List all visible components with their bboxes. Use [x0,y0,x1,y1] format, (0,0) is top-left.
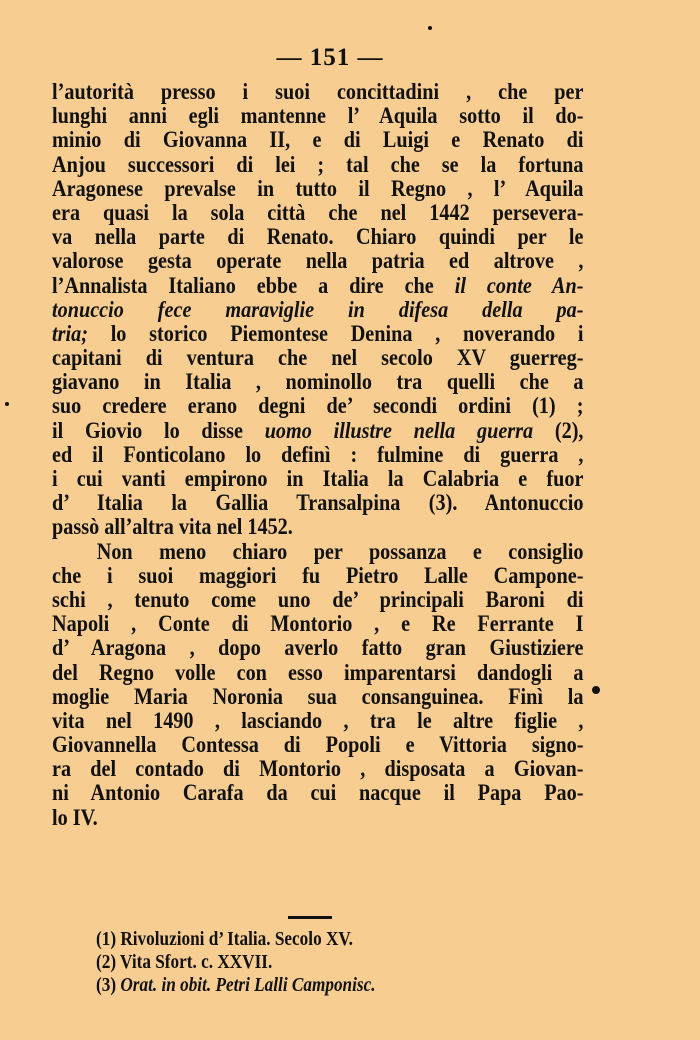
footnote-2: (2) Vita Sfort. c. XXVII. [96,951,273,973]
footnote-3-text: Orat. in obit. Petri Lalli Camponisc. [120,974,376,996]
text-line: Aragonese prevalse in tutto il Regno , l’ Aquila [52,175,584,202]
text-line: ra del contado di Montorio , disposata a Giovan- [52,756,584,783]
text-line [52,322,583,346]
text-line: Anjou successori di lei ; tal che se la fortuna [52,151,584,178]
text-line: schi , tenuto come uno de’ principali Baroni di [52,586,584,613]
text-line: ed il Fonticolano lo definì : fulmine di guerra , [52,441,584,468]
text-segment: lo storico Piemontese Denina , noverando i [110,320,584,347]
footnote-3-number: (3) [96,974,117,996]
text-line: che i suoi maggiori fu Pietro Lalle Campone- [52,562,584,589]
text-line: lo IV. [52,804,98,831]
text-line: ni Antonio Carafa da cui nacque il Papa Pao- [52,780,584,807]
text-line: l’autorità presso i suoi concittadini , che per [52,79,584,105]
text-line: d’ Italia la Gallia Transalpina (3). Antonuccio [52,490,584,517]
text-segment: il Giovio lo disse [52,417,243,444]
footnote-ref: (2), [554,417,584,444]
text-line [52,274,583,298]
main-text [52,79,584,831]
text-line: va nella parte di Renato. Chiaro quindi per le [52,224,584,251]
text-line: Giovannella Contessa di Popoli e Vittoria signo- [52,732,584,759]
text-line: valorose gesta operate nella patria ed altrove , [52,248,584,275]
text-line: Napoli , Conte di Montorio , e Re Ferrante I [52,611,584,638]
italic-quote: uomo illustre nella guerra [264,417,534,444]
footnotes [96,928,492,997]
text-line [52,419,583,443]
text-line: capitani di ventura che nel secolo XV guerreg- [52,345,584,372]
footnote-3 [96,974,492,997]
ink-speck [592,686,600,694]
text-line: passò all’altra vita nel 1452. [52,514,293,541]
text-line: minio di Giovanna II, e di Luigi e Renato di [52,127,584,154]
text-line: d’ Aragona , dopo averlo fatto gran Giustiziere [52,635,584,662]
footnote-divider [288,916,332,919]
text-line: i cui vanti empirono in Italia la Calabria e fuor [52,466,584,492]
text-line: suo credere erano degni de’ secondi ordini (1) ; [52,393,584,420]
text-line: vita nel 1490 , lasciando , tra le altre figlie , [52,707,584,734]
italic-quote: tonuccio fece maraviglie in difesa della pa- [52,296,584,323]
text-segment: l’Annalista Italiano ebbe a dire che [52,272,434,299]
text-line: moglie Maria Noronia sua consanguinea. Finì la [52,683,584,710]
italic-quote: tria; [52,320,88,347]
text-line: giavano in Italia , nominollo tra quelli che a [52,369,584,396]
text-line: era quasi la sola città che nel 1442 persevera- [52,199,584,226]
ink-speck [428,26,432,30]
text-line: lunghi anni egli mantenne l’ Aquila sotto il do- [52,103,584,130]
footnote-1: (1) Rivoluzioni d’ Italia. Secolo XV. [96,928,353,950]
text-line: del Regno volle con esso imparentarsi dandogli a [52,659,584,686]
text-line: Non meno chiaro per possanza e consiglio [96,538,584,565]
italic-quote: il conte An- [454,272,584,299]
ink-speck [5,402,9,406]
page-number: — 151 — [276,44,384,71]
text-line [52,298,583,322]
